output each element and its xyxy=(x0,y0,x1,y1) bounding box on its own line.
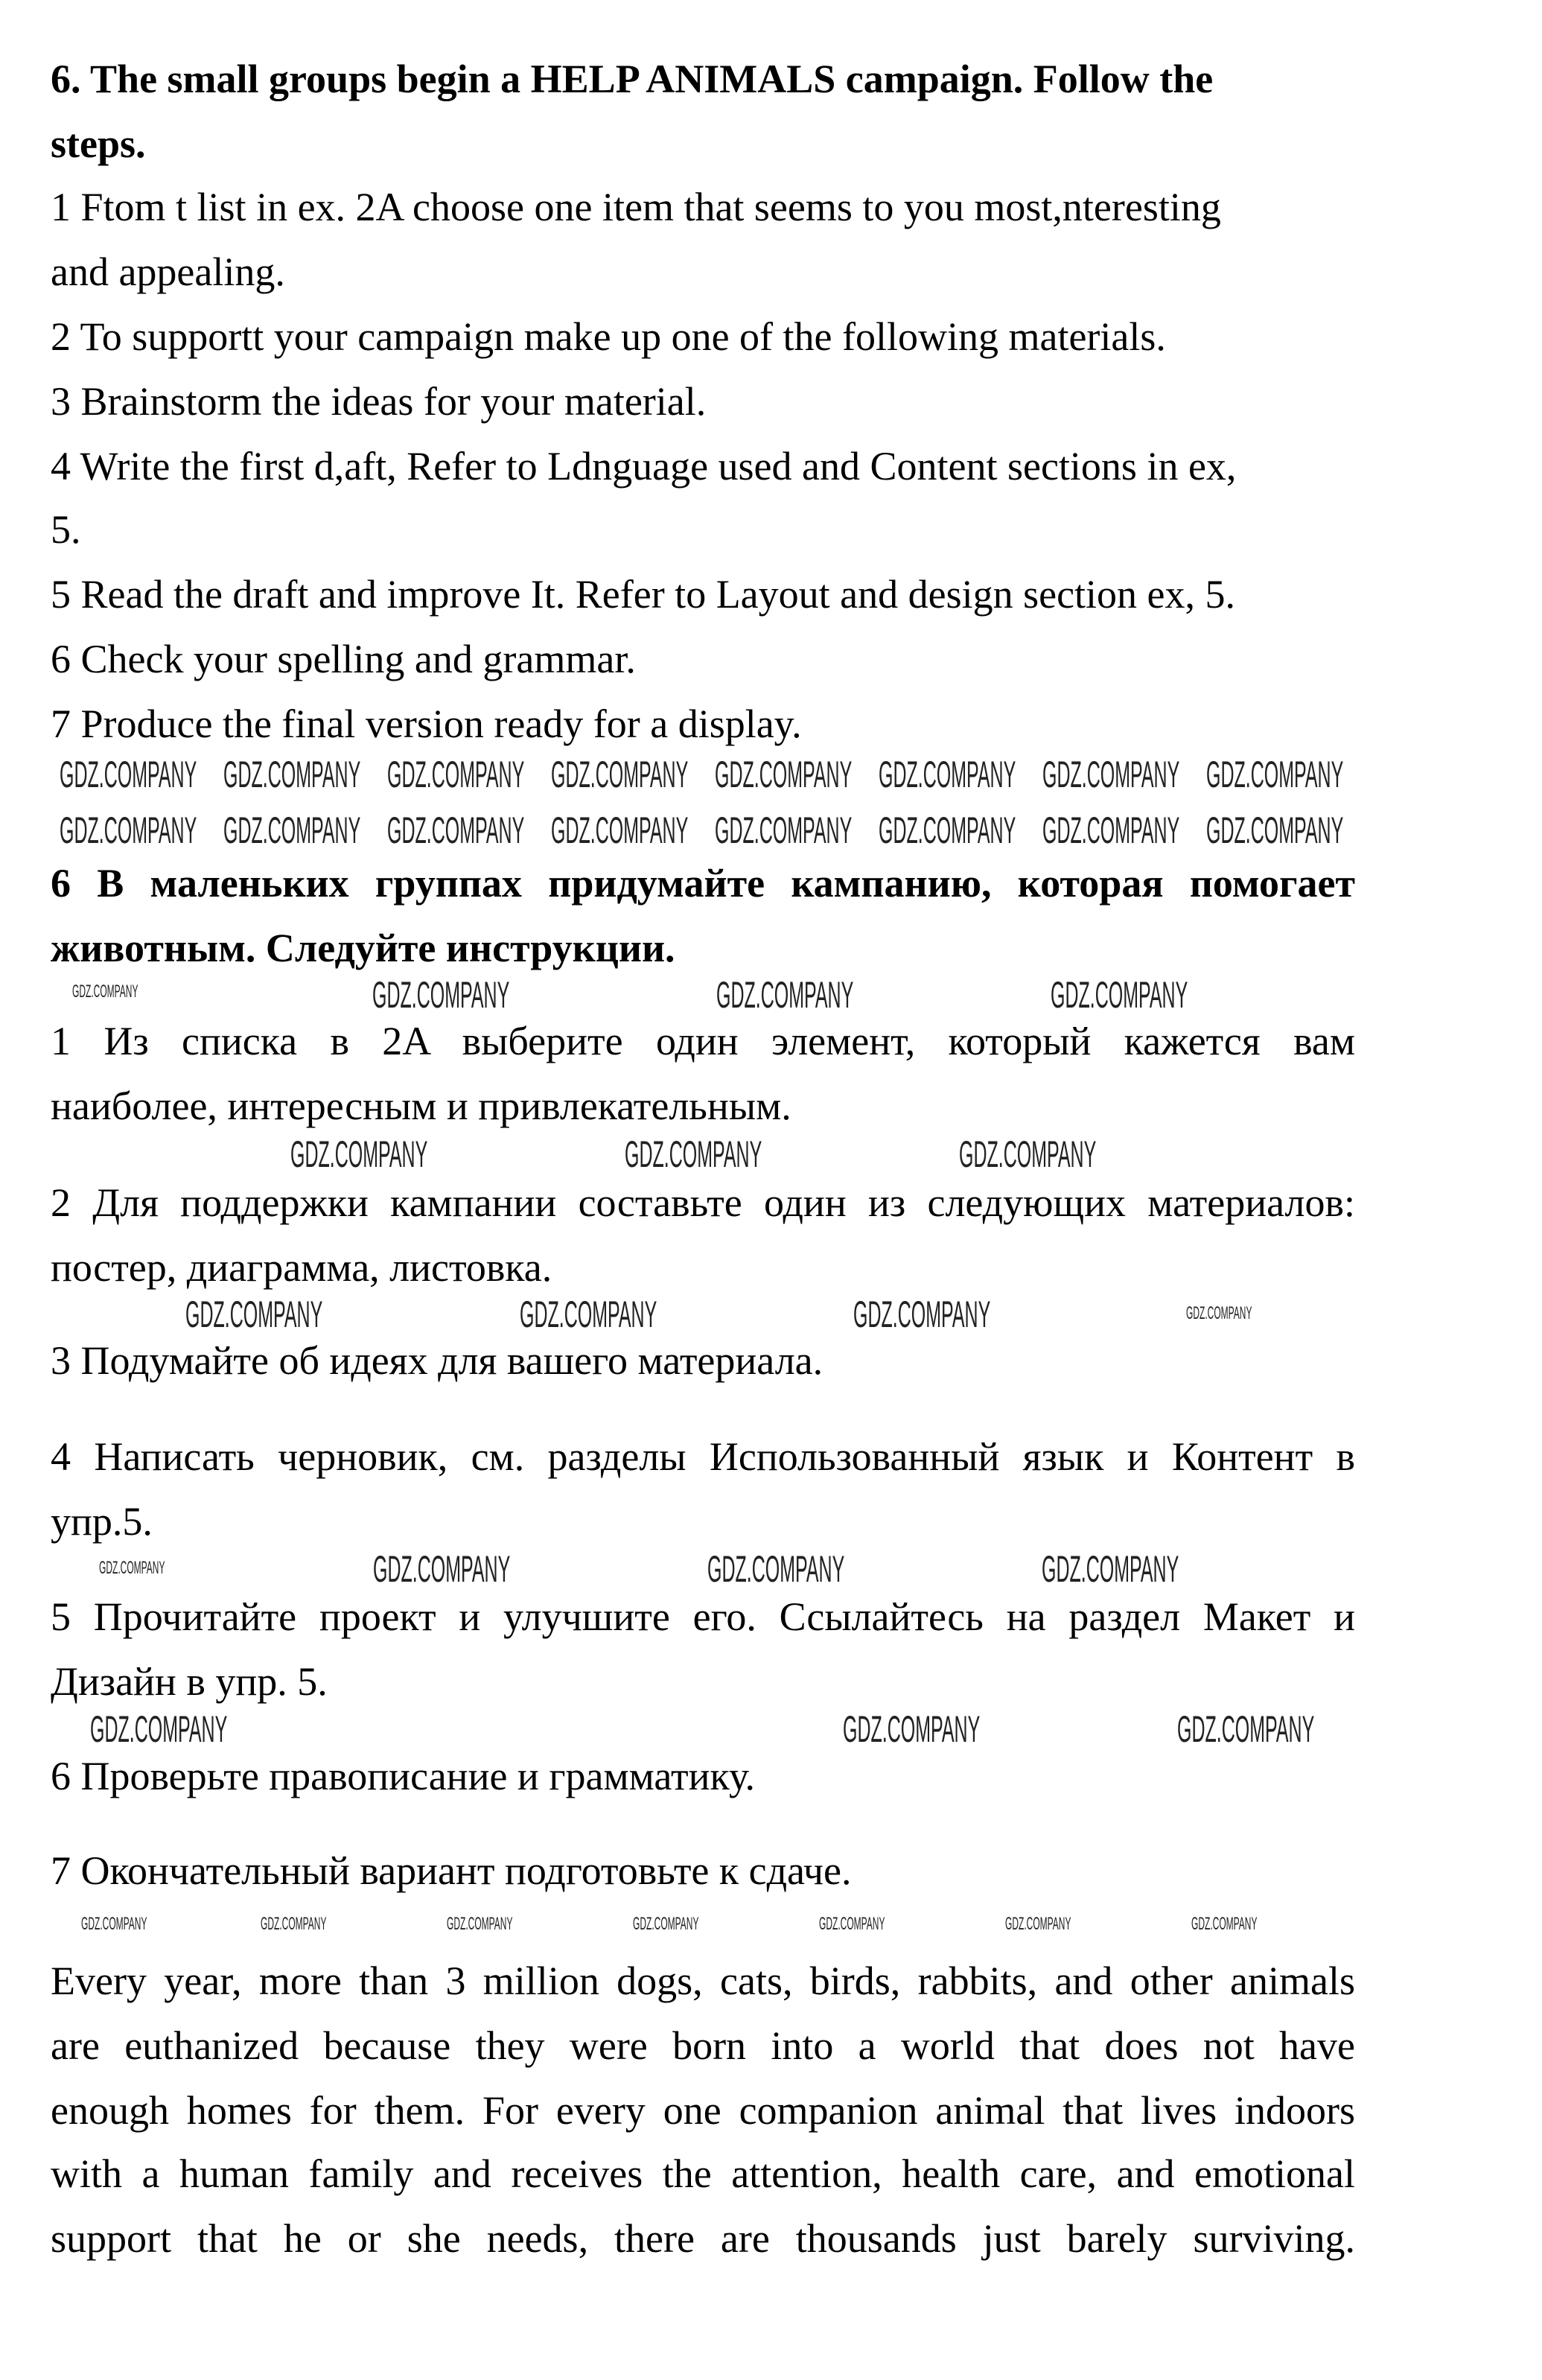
watermark: GDZ.COMPANY xyxy=(60,754,197,795)
english-step: 6 Check your spelling and grammar. xyxy=(51,637,636,681)
watermark: GDZ.COMPANY xyxy=(520,1294,657,1335)
english-title-line: steps. xyxy=(51,121,146,166)
watermark: GDZ.COMPANY xyxy=(707,1548,845,1590)
english-step: 7 Produce the final version ready for a display. xyxy=(51,701,802,746)
watermark: GDZ.COMPANY xyxy=(1177,1708,1315,1750)
watermark: GDZ.COMPANY xyxy=(1191,1914,1258,1934)
watermark: GDZ.COMPANY xyxy=(185,1294,323,1335)
watermark: GDZ.COMPANY xyxy=(715,809,853,851)
watermark: GDZ.COMPANY xyxy=(959,1133,1097,1175)
english-step: 3 Brainstorm the ideas for your material. xyxy=(51,379,707,424)
watermark: GDZ.COMPANY xyxy=(1042,809,1180,851)
watermark: GDZ.COMPANY xyxy=(715,754,853,795)
watermark: GDZ.COMPANY xyxy=(60,809,197,851)
paragraph-line: enough homes for them. For every one companion animal that lives indoors xyxy=(51,2088,1355,2133)
watermark: GDZ.COMPANY xyxy=(387,809,525,851)
russian-step: постер, диаграмма, листовка. xyxy=(51,1245,552,1290)
watermark: GDZ.COMPANY xyxy=(1206,809,1344,851)
english-title-line: 6. The small groups begin a HELP ANIMALS campaign. Follow the xyxy=(51,57,1214,101)
russian-step: 3 Подумайте об идеях для вашего материала. xyxy=(51,1338,823,1383)
watermark: GDZ.COMPANY xyxy=(879,754,1016,795)
watermark: GDZ.COMPANY xyxy=(387,754,525,795)
watermark: GDZ.COMPANY xyxy=(223,754,361,795)
russian-step: 6 Проверьте правописание и грамматику. xyxy=(51,1754,756,1798)
watermark: GDZ.COMPANY xyxy=(373,1548,511,1590)
watermark: GDZ.COMPANY xyxy=(1042,754,1180,795)
english-step: and appealing. xyxy=(51,249,285,294)
english-step: 5 Read the draft and improve It. Refer to Layout and design section ex, 5. xyxy=(51,572,1236,617)
watermark: GDZ.COMPANY xyxy=(1206,754,1344,795)
watermark: GDZ.COMPANY xyxy=(372,974,510,1016)
watermark: GDZ.COMPANY xyxy=(625,1133,762,1175)
watermark: GDZ.COMPANY xyxy=(90,1708,228,1750)
watermark: GDZ.COMPANY xyxy=(223,809,361,851)
watermark: GDZ.COMPANY xyxy=(879,809,1016,851)
watermark: GDZ.COMPANY xyxy=(447,1914,513,1934)
paragraph-line: support that he or she needs, there are thousands just barely surviving. xyxy=(51,2216,1355,2261)
watermark: GDZ.COMPANY xyxy=(72,981,138,1002)
watermark: GDZ.COMPANY xyxy=(819,1914,885,1934)
russian-title-line: 6 В маленьких группах придумайте кампанию, которая помогает xyxy=(51,861,1355,906)
russian-step: 1 Из списка в 2A выберите один элемент, который кажется вам xyxy=(51,1019,1355,1063)
watermark: GDZ.COMPANY xyxy=(551,809,689,851)
watermark: GDZ.COMPANY xyxy=(633,1914,699,1934)
watermark: GDZ.COMPANY xyxy=(716,974,854,1016)
russian-step: 5 Прочитайте проект и улучшите его. Ссылайтесь на раздел Макет и xyxy=(51,1594,1355,1639)
russian-step: наиболее, интересным и привлекательным. xyxy=(51,1084,791,1128)
english-step: 1 Ftom t list in ex. 2A choose one item that seems to you most,nteresting xyxy=(51,185,1221,229)
watermark: GDZ.COMPANY xyxy=(261,1914,327,1934)
english-step: 4 Write the first d,aft, Refer to Ldnguage used and Content sections in ex, xyxy=(51,444,1237,489)
russian-step: 2 Для поддержки кампании составьте один из следующих материалов: xyxy=(51,1180,1355,1225)
english-step: 2 To supportt your campaign make up one of the following materials. xyxy=(51,314,1166,359)
watermark: GDZ.COMPANY xyxy=(81,1914,147,1934)
paragraph-line: with a human family and receives the attention, health care, and emotional xyxy=(51,2151,1355,2196)
russian-step: 4 Написать черновик, см. разделы Использованный язык и Контент в xyxy=(51,1434,1355,1479)
watermark: GDZ.COMPANY xyxy=(99,1558,165,1578)
watermark: GDZ.COMPANY xyxy=(843,1708,981,1750)
russian-step: 7 Окончательный вариант подготовьте к сдаче. xyxy=(51,1848,852,1893)
watermark: GDZ.COMPANY xyxy=(1051,974,1188,1016)
watermark: GDZ.COMPANY xyxy=(1005,1914,1071,1934)
watermark: GDZ.COMPANY xyxy=(1186,1303,1252,1323)
watermark: GDZ.COMPANY xyxy=(1042,1548,1179,1590)
english-step: 5. xyxy=(51,507,81,552)
watermark: GDZ.COMPANY xyxy=(290,1133,428,1175)
russian-step: Дизайн в упр. 5. xyxy=(51,1659,328,1704)
paragraph-line: are euthanized because they were born into a world that does not have xyxy=(51,2023,1355,2068)
russian-step: упр.5. xyxy=(51,1499,153,1544)
russian-title-line: животным. Следуйте инструкции. xyxy=(51,926,675,970)
watermark: GDZ.COMPANY xyxy=(853,1294,991,1335)
watermark: GDZ.COMPANY xyxy=(551,754,689,795)
paragraph-line: Every year, more than 3 million dogs, cats, birds, rabbits, and other animals xyxy=(51,1959,1355,2003)
